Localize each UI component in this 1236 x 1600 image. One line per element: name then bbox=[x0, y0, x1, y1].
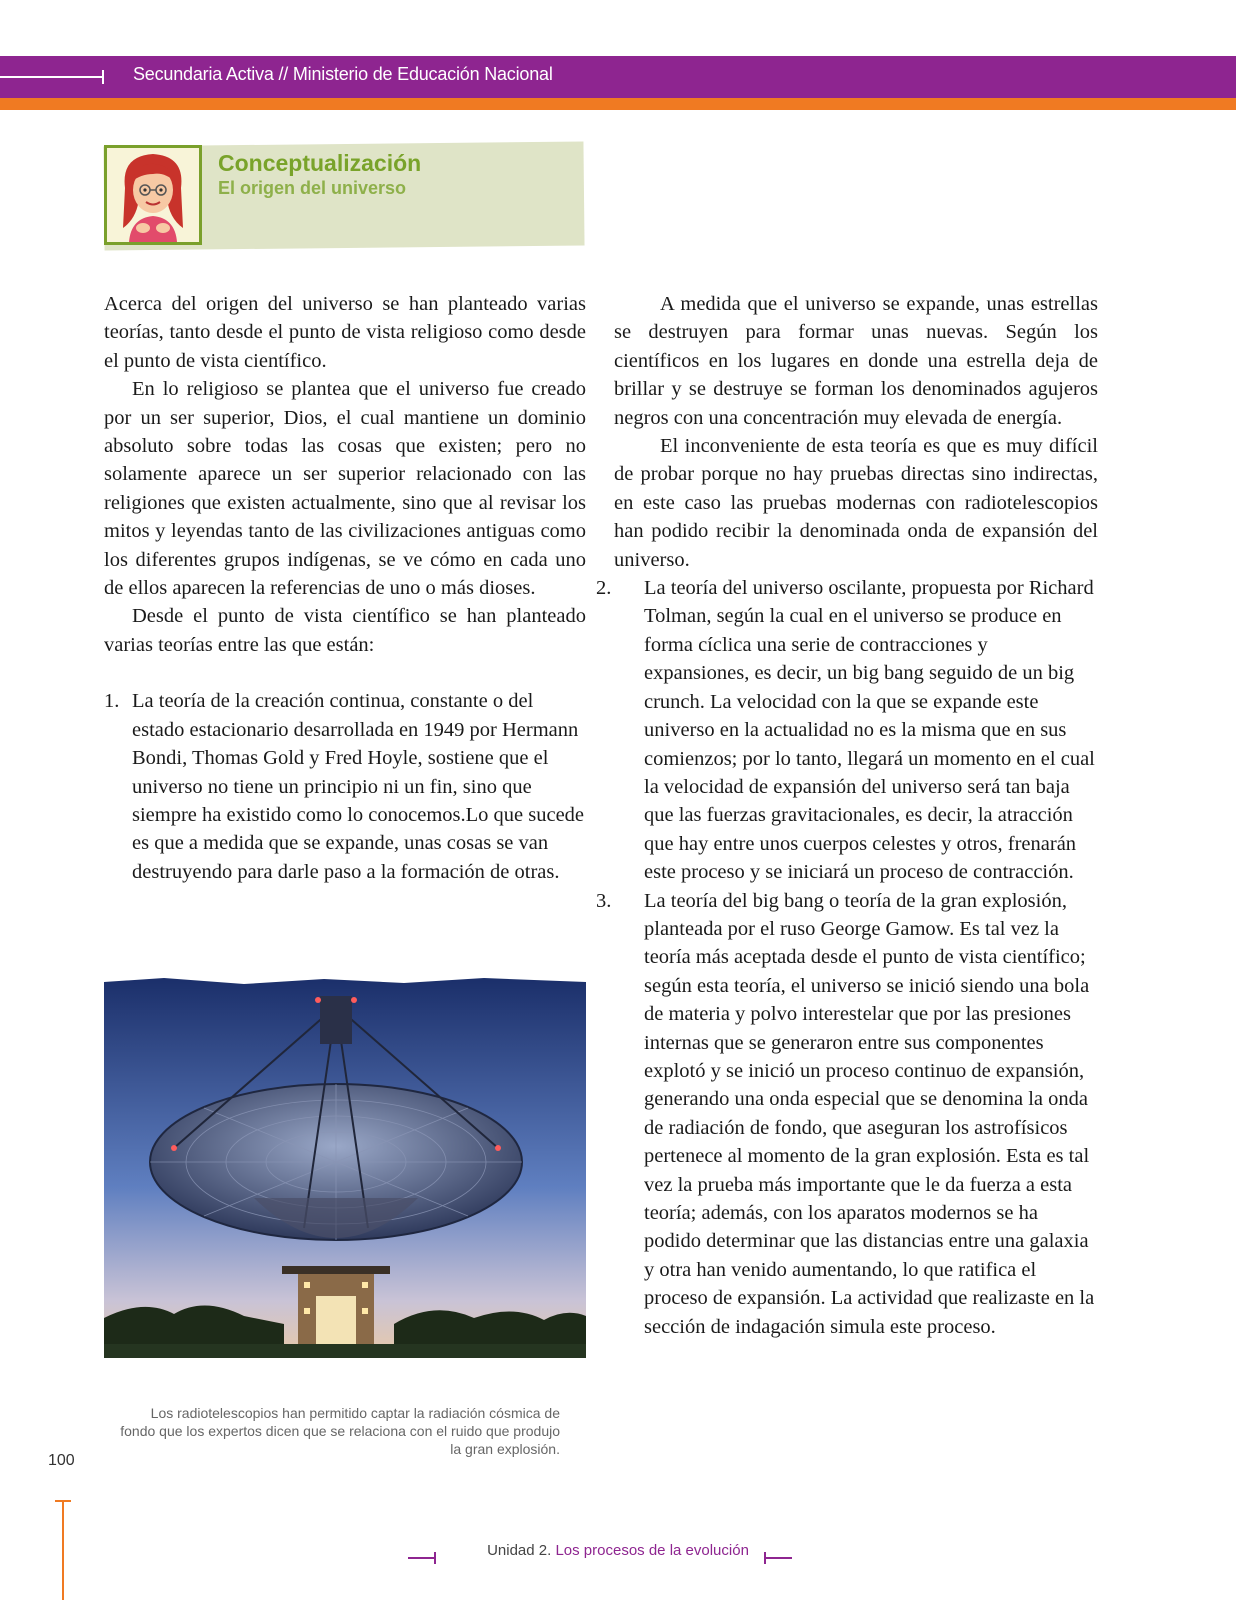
list-item bbox=[104, 687, 586, 886]
footer-unit: Unidad 2. bbox=[487, 1542, 552, 1559]
paragraph: El inconveniente de esta teoría es que es muy difícil de probar porque no hay pruebas directas sino indirectas, en este caso las pruebas modernas con radiotelescopios han podido recibir la denominada onda de expansión del universo. bbox=[614, 435, 1098, 571]
footer-title: Los procesos de la evolución bbox=[555, 1542, 749, 1559]
left-column bbox=[104, 290, 586, 886]
girl-avatar-icon bbox=[107, 148, 199, 242]
section-subtitle: El origen del universo bbox=[218, 178, 407, 198]
paragraph: A medida que el universo se expande, unas estrellas se destruyen para formar unas nuevas. Según los científicos en los lugares en donde una estrella deja de brillar y se destruye se forman los denominados agujeros negros con una concentración muy elevada de energía. bbox=[614, 293, 1098, 429]
radio-telescope-photo bbox=[104, 978, 586, 1358]
list-text: La teoría de la creación continua, constante o del estado estacionario desarrollada en 1949 por Hermann Bondi, Thomas Gold y Fred Hoyle, sostiene que el universo no tiene un principio ni un fin, sino que siempre ha existido como lo conocemos.Lo que sucede es que a medida que se expande, unas cosas se van destruyendo para darle paso a la formación de otras. bbox=[132, 690, 585, 883]
paragraph: Acerca del origen del universo se han planteado varias teorías, tanto desde el punto de vista religioso como desde el punto de vista científico. bbox=[104, 293, 586, 372]
footer bbox=[0, 1542, 1236, 1559]
list-item bbox=[596, 574, 1098, 886]
right-column bbox=[596, 290, 1098, 1341]
list-number: 1. bbox=[104, 690, 120, 713]
list-text: La teoría del big bang o teoría de la gran explosión, planteada por el ruso George Gamow. Es tal vez la teoría más aceptada desde el punto de vista científico; según esta teoría, el universo se inició siendo una bola de materia y polvo interestelar que por las presiones internas que se generaron entre sus componentes explotó y se inició un proceso continuo de expansión, generando una onda especial que se denomina la onda de radiación de fondo, que aseguran los astrofísicos pertenece al momento de la gran explosión. Esta es tal vez la prueba más importante que le da fuerza a esta teoría; además, con los aparatos modernos se ha podido determinar que las distancias entre una galaxia y otra han venido aumentando, lo que ratifica el proceso de expansión. La actividad que realizaste en la sección de indagación simula este proceso. bbox=[644, 889, 1095, 1338]
avatar bbox=[104, 145, 202, 245]
photo-caption: Los radiotelescopios han permitido captar la radiación cósmica de fondo que los expertos dicen que se relaciona con el ruido que produjo la gran explosión. bbox=[120, 1405, 560, 1457]
section-title: Conceptualización bbox=[218, 150, 422, 176]
list-item bbox=[596, 887, 1098, 1342]
paragraph: En lo religioso se plantea que el universo fue creado por un ser superior, Dios, el cual mantiene un dominio absoluto sobre todas las cosas que existen; pero no solamente aparece un ser superior relacionado con las religiones que existen actualmente, sino que al revisar los mitos y leyendas tanto de las civilizaciones antiguas como los diferentes grupos indígenas, se ve cómo en cada uno de ellos aparecen la referencias de uno o más dioses. bbox=[104, 378, 586, 600]
paragraph: Desde el punto de vista científico se han planteado varias teorías entre las que están: bbox=[104, 605, 586, 656]
header-rule-tick bbox=[102, 70, 104, 84]
list-text: La teoría del universo oscilante, propuesta por Richard Tolman, según la cual en el universo se produce en forma cíclica una serie de contracciones y expansiones, es decir, un big bang seguido de un big crunch. La velocidad con la que se expande este universo en la actualidad no es la misma que en sus comienzos; por lo tanto, llegará un momento en el cual la velocidad de expansión del universo será tan baja que las fuerzas gravitacionales, es decir, la atracción que hay entre unos cuerpos celestes y otros, frenarán este proceso y se iniciará un proceso de contracción. bbox=[644, 577, 1095, 884]
header-accent-stripe bbox=[0, 98, 1236, 110]
page-number: 100 bbox=[48, 1452, 75, 1469]
list-number: 3. bbox=[596, 889, 612, 912]
footer-rule-right-tick bbox=[764, 1552, 766, 1564]
header-title: Secundaria Activa // Ministerio de Educación Nacional bbox=[133, 64, 553, 84]
footer-rule-right bbox=[764, 1557, 792, 1559]
header-rule bbox=[0, 76, 104, 78]
list-number: 2. bbox=[596, 577, 612, 600]
